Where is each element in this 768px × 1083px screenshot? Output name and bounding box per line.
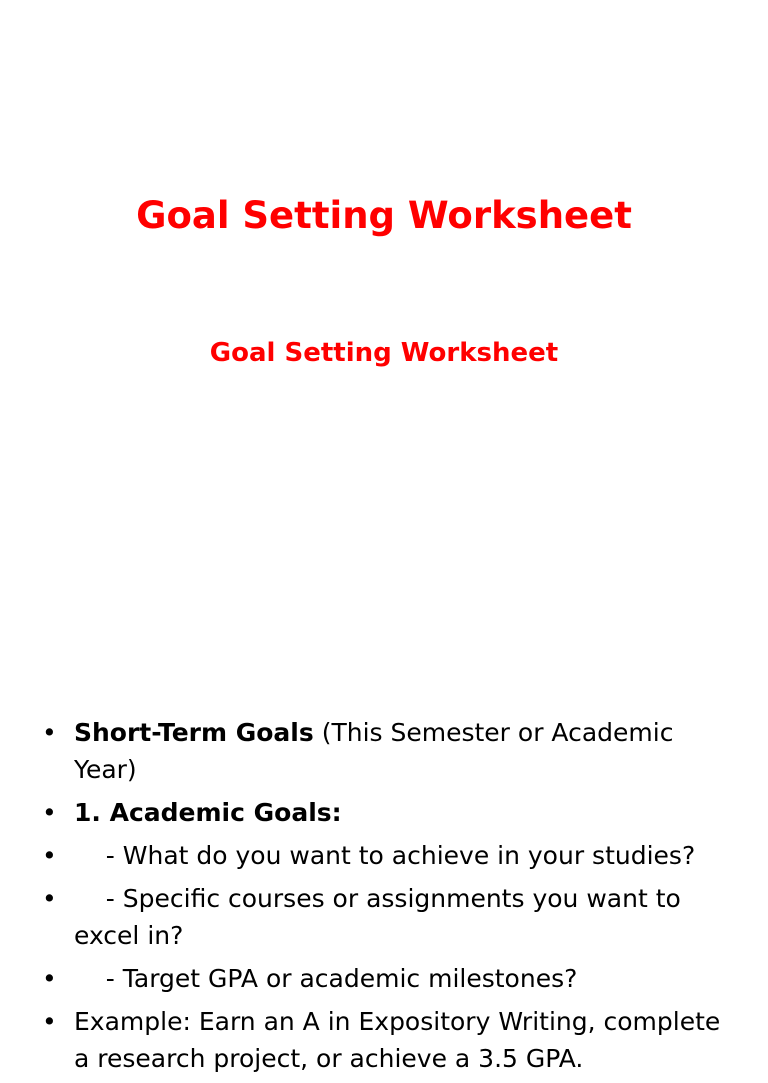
bullet-bold-text: Short-Term Goals bbox=[74, 718, 314, 747]
bullet-indent bbox=[74, 884, 106, 913]
bullet-icon: • bbox=[42, 798, 57, 827]
bullet-item-achieve-studies bbox=[0, 837, 768, 874]
bullet-text: (This Semester or Academic Year) bbox=[74, 718, 674, 784]
bullet-indent bbox=[74, 841, 106, 870]
bullet-icon: • bbox=[42, 841, 57, 870]
bullet-item-example bbox=[0, 1003, 768, 1077]
bullet-bold-text: 1. Academic Goals: bbox=[74, 798, 342, 827]
bullet-item-specific-courses bbox=[0, 880, 768, 954]
bullet-text: Example: Earn an A in Expository Writing, complete a research project, or achieve a 3.5 GPA. bbox=[74, 1007, 721, 1073]
bullet-item-short-term-goals bbox=[0, 714, 768, 788]
slide-subtitle: Goal Setting Worksheet bbox=[209, 338, 559, 368]
bullet-list bbox=[0, 714, 768, 1083]
bullet-text: - What do you want to achieve in your studies? bbox=[105, 841, 696, 870]
slide-title: Goal Setting Worksheet bbox=[136, 194, 632, 237]
bullet-indent bbox=[74, 964, 106, 993]
bullet-icon: • bbox=[42, 884, 57, 913]
bullet-text: - Specific courses or assignments you want to excel in? bbox=[74, 884, 681, 950]
bullet-item-target-gpa bbox=[0, 960, 768, 997]
bullet-icon: • bbox=[42, 718, 57, 747]
bullet-icon: • bbox=[42, 1007, 57, 1036]
bullet-text: - Target GPA or academic milestones? bbox=[105, 964, 578, 993]
bullet-icon: • bbox=[42, 964, 57, 993]
bullet-item-academic-goals bbox=[0, 794, 768, 831]
